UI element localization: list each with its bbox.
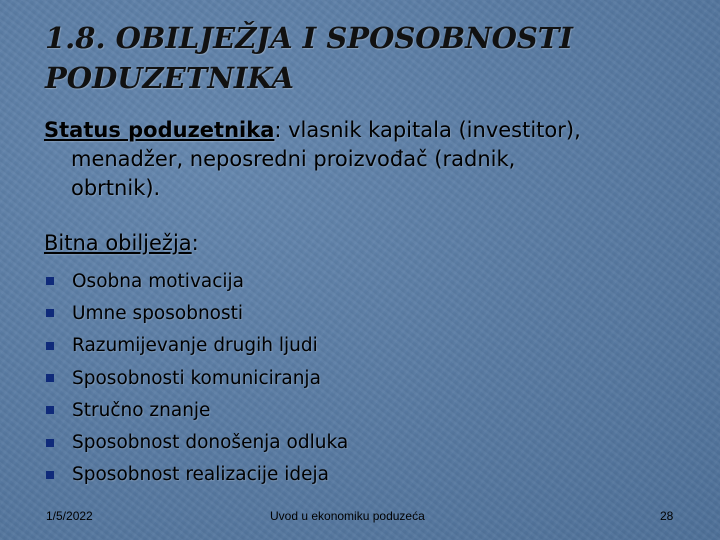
square-bullet-icon	[46, 471, 54, 479]
slide-title-line-1: 1.8. OBILJEŽJA I SPOSOBNOSTI	[45, 21, 573, 55]
traits-heading-suffix: :	[191, 231, 199, 255]
slide-number: 28	[660, 509, 674, 523]
square-bullet-icon	[46, 439, 54, 447]
list-item-label: Sposobnosti komuniciranja	[72, 367, 321, 389]
list-item	[44, 265, 348, 297]
list-item-label: Stručno znanje	[72, 399, 211, 421]
list-item	[44, 394, 348, 426]
list-item	[44, 362, 348, 394]
list-item	[44, 459, 348, 491]
list-item-label: Razumijevanje drugih ljudi	[72, 335, 318, 357]
slide-title	[45, 18, 685, 98]
footer-title: Uvod u ekonomiku poduzeća	[270, 509, 425, 523]
list-item	[44, 297, 348, 329]
list-item-label: Osobna motivacija	[72, 270, 245, 292]
status-term: Status poduzetnika	[44, 118, 275, 142]
status-line-2: menadžer, neposredni proizvođač (radnik,	[71, 147, 516, 171]
status-line-1-text: : vlasnik kapitala (investitor),	[274, 118, 581, 142]
list-item-label: Sposobnost donošenja odluka	[72, 432, 349, 454]
list-item	[44, 330, 348, 362]
list-item	[44, 426, 348, 458]
traits-heading	[44, 229, 199, 258]
status-line-1	[44, 116, 694, 145]
list-item-label: Sposobnost realizacije ideja	[72, 464, 330, 486]
slide-title-line-2: PODUZETNIKA	[45, 61, 294, 95]
list-item-label: Umne sposobnosti	[72, 302, 244, 324]
status-line-3: obrtnik).	[71, 176, 161, 200]
footer-date: 1/5/2022	[46, 509, 93, 523]
traits-heading-label: Bitna obilježja	[44, 231, 192, 255]
square-bullet-icon	[46, 277, 54, 285]
traits-list	[44, 265, 348, 491]
status-paragraph	[44, 116, 694, 203]
square-bullet-icon	[46, 309, 54, 317]
square-bullet-icon	[46, 374, 54, 382]
square-bullet-icon	[46, 342, 54, 350]
square-bullet-icon	[46, 406, 54, 414]
